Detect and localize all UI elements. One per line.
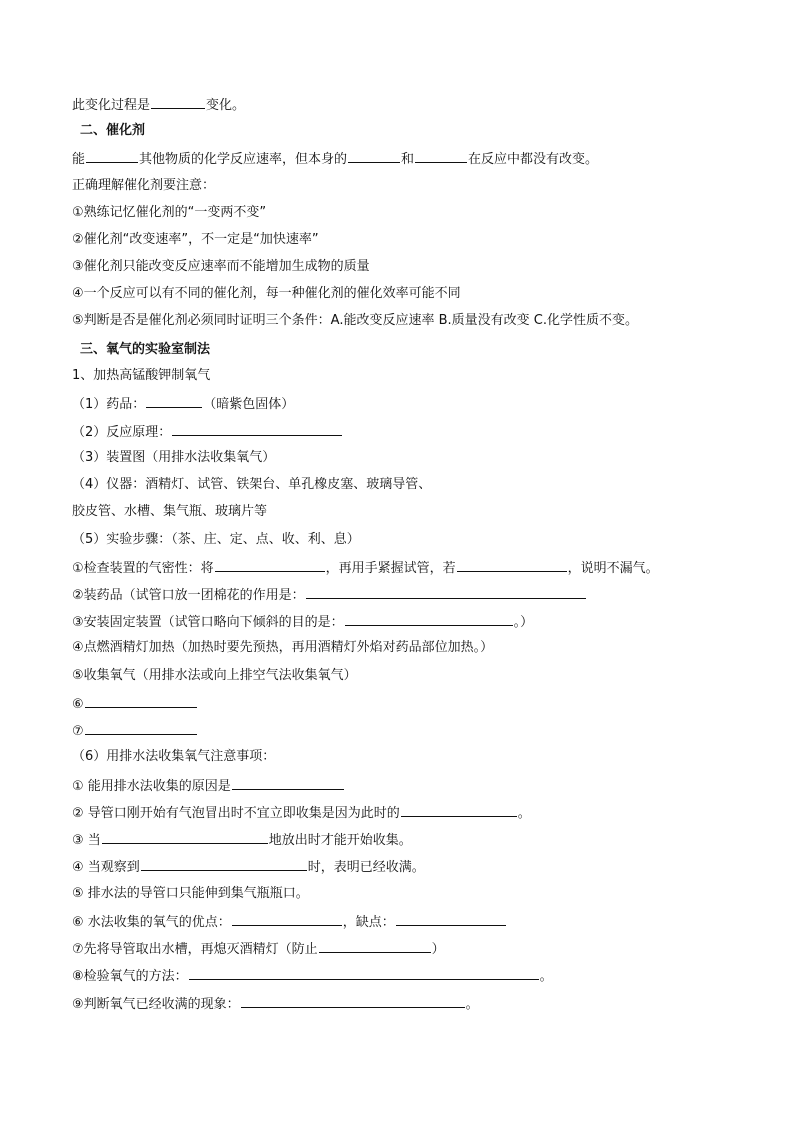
line-text: ①熟练记忆催化剂的“一变两不变” xyxy=(72,205,267,220)
line-text: 能 xyxy=(72,152,86,167)
line-text: ⑤判断是否是催化剂必须同时证明三个条件：A.能改变反应速率 B.质量没有改变 C.化学性质不变。 xyxy=(72,313,638,328)
line-text: ③安装固定装置（试管口略向下倾斜的目的是： xyxy=(72,615,344,630)
worksheet-line xyxy=(72,230,319,250)
line-text: ⑧检验氧气的方法： xyxy=(72,969,188,984)
worksheet-line xyxy=(72,829,412,849)
worksheet-line xyxy=(72,775,345,795)
answer-blank[interactable] xyxy=(345,611,513,626)
line-text: （6）用排水法收集氧气注意事项： xyxy=(72,749,276,764)
answer-blank[interactable] xyxy=(146,393,202,408)
worksheet-line xyxy=(72,148,598,168)
worksheet-line xyxy=(72,638,493,658)
worksheet-line xyxy=(72,530,360,550)
line-text: （1）药品： xyxy=(72,397,146,412)
line-text: ②装药品（试管口放一团棉花的作用是： xyxy=(72,588,305,603)
answer-blank[interactable] xyxy=(215,557,325,572)
line-text: （5）实验步骤：（茶、庄、定、点、收、利、息） xyxy=(72,532,360,547)
line-text: ） xyxy=(431,942,445,957)
worksheet-line xyxy=(72,611,533,631)
worksheet-line xyxy=(72,693,198,713)
answer-blank[interactable] xyxy=(396,911,506,926)
worksheet-line xyxy=(72,965,553,985)
answer-blank[interactable] xyxy=(172,421,342,436)
answer-blank[interactable] xyxy=(232,775,344,790)
line-text: ，说明不漏气。 xyxy=(567,561,659,576)
answer-blank[interactable] xyxy=(415,148,467,163)
worksheet-line xyxy=(72,993,479,1013)
answer-blank[interactable] xyxy=(86,148,138,163)
answer-blank[interactable] xyxy=(306,584,586,599)
section-heading xyxy=(80,340,210,360)
worksheet-line xyxy=(72,584,587,604)
line-text: ⑦ xyxy=(72,724,84,739)
line-text: 。 xyxy=(517,806,531,821)
worksheet-line xyxy=(72,720,198,740)
line-text: ⑤收集氧气（用排水法或向上排空气法收集氧气） xyxy=(72,668,357,683)
line-text: ① 能用排水法收集的原因是 xyxy=(72,779,231,794)
answer-blank[interactable] xyxy=(151,94,205,109)
worksheet-line xyxy=(72,393,294,413)
line-text: 变化。 xyxy=(206,98,246,113)
worksheet-line xyxy=(72,94,245,114)
line-text: （3）装置图（用排水法收集氧气） xyxy=(72,450,276,465)
line-text: 三、氧气的实验室制法 xyxy=(80,342,211,357)
worksheet-line xyxy=(72,747,275,767)
line-text: ③ 当 xyxy=(72,833,101,848)
worksheet-line xyxy=(72,802,531,822)
answer-blank[interactable] xyxy=(102,829,268,844)
line-text: ⑥ xyxy=(72,697,84,712)
line-text: （暗紫色固体） xyxy=(203,397,295,412)
line-text: 胶皮管、水槽、集气瓶、玻璃片等 xyxy=(72,504,268,519)
worksheet-line xyxy=(72,311,638,331)
line-text: 二、催化剂 xyxy=(80,123,146,138)
answer-blank[interactable] xyxy=(232,911,342,926)
worksheet-line xyxy=(72,502,267,522)
line-text: ⑨判断氧气已经收满的现象： xyxy=(72,997,240,1012)
line-text: 和 xyxy=(401,152,415,167)
answer-blank[interactable] xyxy=(141,856,307,871)
line-text: （4）仪器：酒精灯、试管、铁架台、单孔橡皮塞、玻璃导管、 xyxy=(72,477,432,492)
worksheet-line xyxy=(72,176,215,196)
worksheet-line xyxy=(72,884,309,904)
line-text: ③催化剂只能改变反应速率而不能增加生成物的质量 xyxy=(72,259,370,274)
worksheet-line xyxy=(72,448,275,468)
worksheet-line xyxy=(72,421,343,441)
line-text: （2）反应原理： xyxy=(72,425,172,440)
line-text: ⑤ 排水法的导管口只能伸到集气瓶瓶口。 xyxy=(72,886,309,901)
worksheet-line xyxy=(72,557,659,577)
worksheet-line xyxy=(72,938,445,958)
line-text: ④一个反应可以有不同的催化剂，每一种催化剂的催化效率可能不同 xyxy=(72,286,461,301)
worksheet-line xyxy=(72,366,210,386)
line-text: 其他物质的化学反应速率，但本身的 xyxy=(139,152,348,167)
line-text: ②催化剂“改变速率”，不一定是“加快速率” xyxy=(72,232,319,247)
worksheet-line xyxy=(72,475,431,495)
line-text: 1、加热高锰酸钾制氧气 xyxy=(72,368,211,383)
line-text: 。） xyxy=(513,615,534,630)
line-text: 。 xyxy=(539,969,553,984)
answer-blank[interactable] xyxy=(241,993,465,1008)
line-text: 正确理解催化剂要注意： xyxy=(72,178,216,193)
answer-blank[interactable] xyxy=(401,802,517,817)
line-text: ② 导管口刚开始有气泡冒出时不宜立即收集是因为此时的 xyxy=(72,806,400,821)
answer-blank[interactable] xyxy=(319,938,431,953)
worksheet-line xyxy=(72,911,507,931)
line-text: 此变化过程是 xyxy=(72,98,151,113)
answer-blank[interactable] xyxy=(85,693,197,708)
line-text: ，再用手紧握试管，若 xyxy=(325,561,456,576)
answer-blank[interactable] xyxy=(457,557,567,572)
line-text: 。 xyxy=(465,997,479,1012)
line-text: 在反应中都没有改变。 xyxy=(468,152,599,167)
line-text: ④点燃酒精灯加热（加热时要先预热，再用酒精灯外焰对药品部位加热。） xyxy=(72,640,494,655)
answer-blank[interactable] xyxy=(85,720,197,735)
section-heading xyxy=(80,121,145,141)
answer-blank[interactable] xyxy=(189,965,539,980)
worksheet-line xyxy=(72,284,461,304)
worksheet-line xyxy=(72,257,370,277)
line-text: 地放出时才能开始收集。 xyxy=(268,833,412,848)
worksheet-line xyxy=(72,856,425,876)
line-text: ，缺点： xyxy=(342,915,395,930)
worksheet-line xyxy=(72,666,357,686)
line-text: ⑦先将导管取出水槽，再熄灭酒精灯（防止 xyxy=(72,942,318,957)
answer-blank[interactable] xyxy=(348,148,400,163)
worksheet-line xyxy=(72,203,266,223)
line-text: 时，表明已经收满。 xyxy=(307,860,425,875)
line-text: ④ 当观察到 xyxy=(72,860,140,875)
line-text: ①检查装置的气密性：将 xyxy=(72,561,214,576)
line-text: ⑥ 水法收集的氧气的优点： xyxy=(72,915,231,930)
